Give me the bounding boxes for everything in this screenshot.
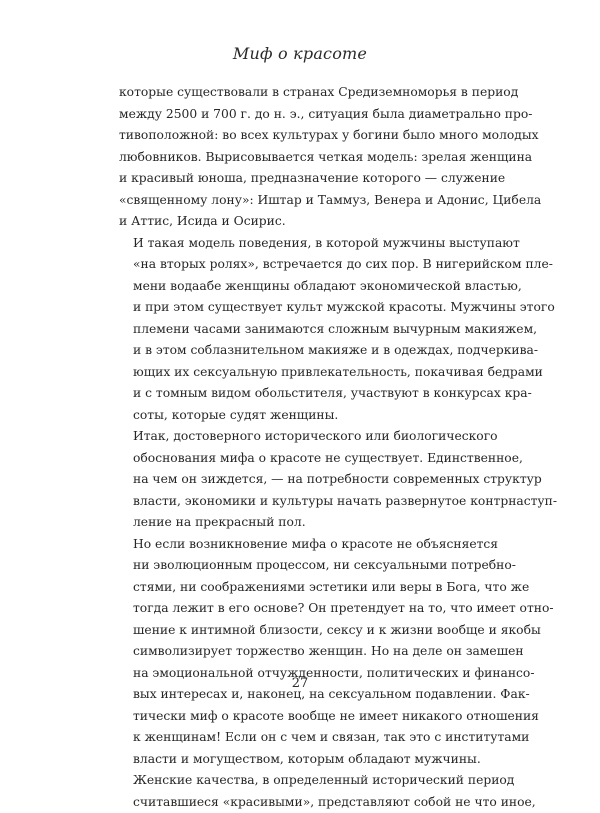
text-line: Итак, достоверного исторического или биологического bbox=[119, 426, 485, 448]
paragraph-5 bbox=[119, 770, 485, 813]
text-line: обоснования мифа о красоте не существует. Единственное, bbox=[119, 448, 485, 470]
text-line: Женские качества, в определенный исторический период bbox=[119, 770, 485, 792]
body-text bbox=[119, 82, 485, 813]
text-line: соты, которые судят женщины. bbox=[119, 405, 485, 427]
text-line: и Аттис, Исида и Осирис. bbox=[119, 211, 485, 233]
text-line: стями, ни соображениями эстетики или веры в Бога, что же bbox=[119, 577, 485, 599]
paragraph-2 bbox=[119, 233, 485, 427]
text-line: тогда лежит в его основе? Он претендует на то, что имеет отно- bbox=[119, 598, 485, 620]
text-line: Но если возникновение мифа о красоте не объясняется bbox=[119, 534, 485, 556]
paragraph-1 bbox=[119, 82, 485, 233]
text-line: тивоположной: во всех культурах у богини было много молодых bbox=[119, 125, 485, 147]
text-line: тически миф о красоте вообще не имеет никакого отношения bbox=[119, 706, 485, 728]
running-title: Миф о красоте bbox=[0, 44, 600, 63]
page-number: 27 bbox=[0, 676, 600, 691]
text-line: и с томным видом обольстителя, участвуют в конкурсах кра- bbox=[119, 383, 485, 405]
text-line: на эмоциональной отчужденности, политических и финансо- bbox=[119, 663, 485, 685]
text-line: между 2500 и 700 г. до н. э., ситуация была диаметрально про- bbox=[119, 104, 485, 126]
text-line: мени водаабе женщины обладают экономической властью, bbox=[119, 276, 485, 298]
text-line: и красивый юноша, предназначение которого — служение bbox=[119, 168, 485, 190]
text-line: и при этом существует культ мужской красоты. Мужчины этого bbox=[119, 297, 485, 319]
text-line: власти и могуществом, которым обладают мужчины. bbox=[119, 749, 485, 771]
text-line: и в этом соблазнительном макияже и в одеждах, подчеркива- bbox=[119, 340, 485, 362]
text-line: на чем он зиждется, — на потребности современных структур bbox=[119, 469, 485, 491]
text-line: племени часами занимаются сложным вычурным макияжем, bbox=[119, 319, 485, 341]
text-line: шение к интимной близости, сексу и к жизни вообще и якобы bbox=[119, 620, 485, 642]
paragraph-4 bbox=[119, 534, 485, 771]
text-line: «на вторых ролях», встречается до сих пор. В нигерийском пле- bbox=[119, 254, 485, 276]
text-line: вых интересах и, наконец, на сексуальном подавлении. Фак- bbox=[119, 684, 485, 706]
text-line: к женщинам! Если он с чем и связан, так это с институтами bbox=[119, 727, 485, 749]
text-line: считавшиеся «красивыми», представляют собой не что иное, bbox=[119, 792, 485, 813]
text-line: символизирует торжество женщин. Но на деле он замешен bbox=[119, 641, 485, 663]
text-line: ление на прекрасный пол. bbox=[119, 512, 485, 534]
text-line: любовников. Вырисовывается четкая модель: зрелая женщина bbox=[119, 147, 485, 169]
text-line: которые существовали в странах Средиземноморья в период bbox=[119, 82, 485, 104]
text-line: ющих их сексуальную привлекательность, покачивая бедрами bbox=[119, 362, 485, 384]
text-line: власти, экономики и культуры начать развернутое контрнаступ- bbox=[119, 491, 485, 513]
paragraph-3 bbox=[119, 426, 485, 534]
text-line: ни эволюционным процессом, ни сексуальными потребно- bbox=[119, 555, 485, 577]
text-line: И такая модель поведения, в которой мужчины выступают bbox=[119, 233, 485, 255]
text-line: «священному лону»: Иштар и Таммуз, Венера и Адонис, Цибела bbox=[119, 190, 485, 212]
